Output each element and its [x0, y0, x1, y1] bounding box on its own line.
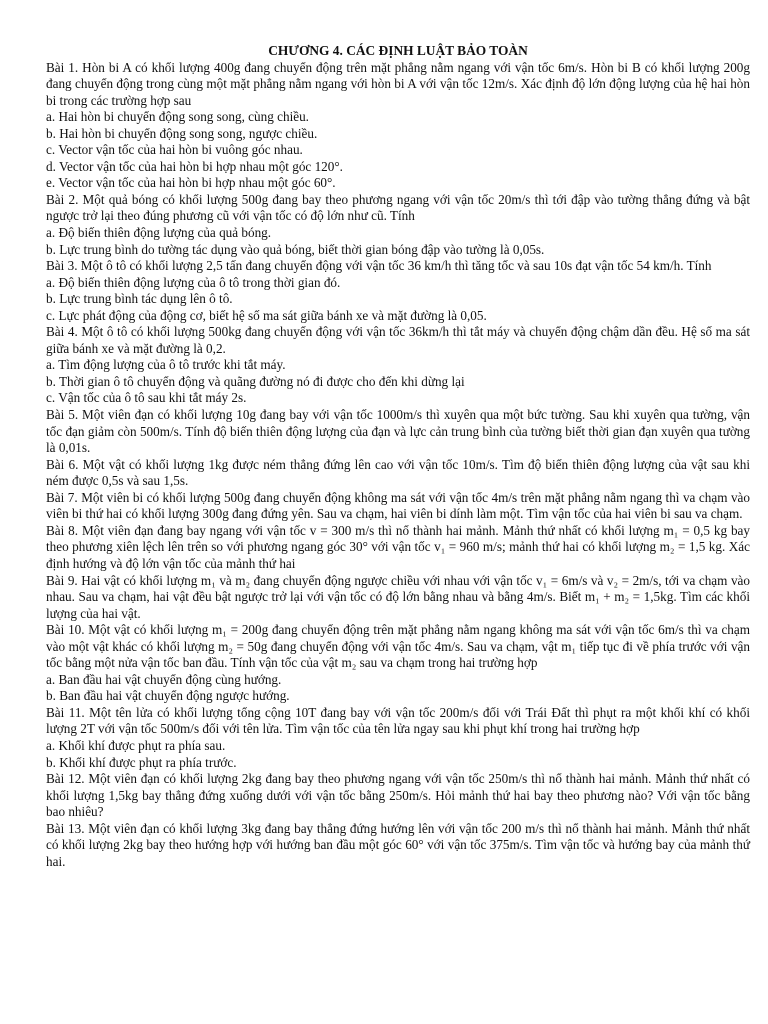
exercise-paragraph: Bài 2. Một quả bóng có khối lượng 500g đang bay theo phương ngang với vận tốc 20m/s thì tới đập vào tường thẳng đứng và bật ngược trở lại theo đúng phương cũ với vận tốc có độ lớn như cũ. Tính — [46, 191, 750, 224]
sub-question: b. Khối khí được phụt ra phía trước. — [46, 754, 237, 770]
exercise-paragraph: Bài 6. Một vật có khối lượng 1kg được ném thẳng đứng lên cao với vận tốc 10m/s. Tìm độ biến thiên động lượng của vật sau khi ném được 0,5s và sau 1,5s. — [46, 456, 750, 489]
sub-question: a. Độ biến thiên động lượng của quả bóng. — [46, 225, 272, 241]
sub-question: a. Ban đầu hai vật chuyển động cùng hướng. — [46, 671, 282, 687]
exercise-paragraph: Bài 4. Một ô tô có khối lượng 500kg đang chuyển động với vận tốc 36km/h thì tắt máy và chuyển động chậm dần đều. Hệ số ma sát giữa bánh xe và mặt đường là 0,2. — [46, 324, 750, 356]
sub-question: a. Tìm động lượng của ô tô trước khi tắt máy. — [46, 357, 286, 373]
sub-question: b. Lực trung bình do tường tác dụng vào quả bóng, biết thời gian bóng đập vào tường là 0,05s. — [46, 241, 545, 257]
exercise-paragraph: Bài 13. Một viên đạn có khối lượng 3kg đang bay thẳng đứng hướng lên với vận tốc 200 m/s thì nổ thành hai mảnh. Mảnh thứ nhất có khối lượng 2kg bay theo hướng hợp với hướng ban đầu một góc 60° với vận tốc 375m/s. Tìm vận tốc và hướng bay của mảnh thứ hai. — [46, 820, 750, 869]
sub-question: c. Vận tốc của ô tô sau khi tắt máy 2s. — [46, 390, 247, 406]
sub-question: d. Vector vận tốc của hai hòn bi hợp nhau một góc 120°. — [46, 158, 343, 174]
sub-question: e. Vector vận tốc của hai hòn bi hợp nhau một góc 60°. — [46, 175, 336, 191]
sub-question: c. Vector vận tốc của hai hòn bi vuông góc nhau. — [46, 142, 303, 158]
sub-question: b. Hai hòn bi chuyển động song song, ngược chiều. — [46, 125, 318, 141]
exercise-paragraph: Bài 11. Một tên lửa có khối lượng tổng cộng 10T đang bay với vận tốc 200m/s đối với Trái Đất thì phụt ra một khối khí có khối lượng 2T với vận tốc 500m/s đối với tên lửa. Tìm vận tốc của tên lửa ngay sau khi phụt khí trong hai trường hợp — [46, 704, 750, 737]
sub-question: a. Hai hòn bi chuyển động song song, cùng chiều. — [46, 109, 309, 125]
exercise-paragraph: Bài 3. Một ô tô có khối lượng 2,5 tấn đang chuyển động với vận tốc 36 km/h thì tăng tốc và sau 10s đạt vận tốc 54 km/h. Tính — [46, 258, 712, 274]
exercise-paragraph: Bài 7. Một viên bi có khối lượng 500g đang chuyển động không ma sát với vận tốc 4m/s trên mặt phẳng nằm ngang thì va chạm vào viên bi thứ hai có khối lượng 300g đang đứng yên. Sau va chạm, hai viên bi dính làm một. Tìm vận tốc của hai viên bi sau va chạm. — [46, 489, 750, 522]
document-title: CHƯƠNG 4. CÁC ĐỊNH LUẬT BẢO TOÀN — [268, 43, 528, 58]
exercise-list — [46, 60, 750, 871]
sub-question: a. Độ biến thiên động lượng của ô tô trong thời gian đó. — [46, 274, 341, 290]
sub-question: c. Lực phát động của động cơ, biết hệ số ma sát giữa bánh xe và mặt đường là 0,05. — [46, 307, 487, 323]
exercise-paragraph: Bài 8. Một viên đạn đang bay ngang với vận tốc v = 300 m/s thì nổ thành hai mảnh. Mảnh thứ nhất có khối lượng m₁ = 0,5 kg bay theo phương xiên lệch lên trên so với phương ngang góc 30° với vận tốc v₁ = 960 m/s; mảnh thứ hai có khối lượng m₂ = 1,5 kg. Xác định hướng và độ lớn vận tốc của mảnh thứ hai — [46, 522, 750, 571]
exercise-paragraph: Bài 5. Một viên đạn có khối lượng 10g đang bay với vận tốc 1000m/s thì xuyên qua một bức tường. Sau khi xuyên qua tường, vận tốc đạn giảm còn 500m/s. Tính độ biến thiên động lượng của đạn và lực cản trung bình của tường biết thời gian đạn xuyên qua tường là 0,01s. — [46, 407, 750, 456]
exercise-paragraph: Bài 12. Một viên đạn có khối lượng 2kg đang bay theo phương ngang với vận tốc 250m/s thì nổ thành hai mảnh. Mảnh thứ nhất có khối lượng 1,5kg bay thẳng đứng xuống dưới với vận tốc bằng 250m/s. Hỏi mảnh thứ hai bay theo phương nào? Với vận tốc bằng bao nhiêu? — [46, 771, 750, 820]
sub-question: b. Ban đầu hai vật chuyển động ngược hướng. — [46, 688, 290, 704]
exercise-paragraph: Bài 9. Hai vật có khối lượng m₁ và m₂ đang chuyển động ngược chiều với nhau với vận tốc v₁ = 6m/s và v₂ = 2m/s, tới va chạm vào nhau. Sau va chạm, hai vật đều bật ngược trở lại với vận tốc có độ lớn bằng nhau và bằng 4m/s. Biết m₁ + m₂ = 1,5kg. Tìm các khối lượng của hai vật. — [46, 572, 750, 621]
exercise-paragraph: Bài 1. Hòn bi A có khối lượng 400g đang chuyển động trên mặt phẳng nằm ngang với vận tốc 6m/s. Hòn bi B có khối lượng 200g đang chuyển động trong cùng một mặt phẳng nằm ngang với hòn bi A với vận tốc 12m/s. Xác định độ lớn động lượng của hệ hai hòn bi trong các trường hợp sau — [46, 59, 750, 108]
sub-question: b. Thời gian ô tô chuyển động và quãng đường nó đi được cho đến khi dừng lại — [46, 373, 465, 389]
sub-question: a. Khối khí được phụt ra phía sau. — [46, 737, 226, 753]
sub-question: b. Lực trung bình tác dụng lên ô tô. — [46, 291, 233, 307]
exercise-paragraph: Bài 10. Một vật có khối lượng m₁ = 200g đang chuyển động trên mặt phẳng nằm ngang không ma sát với vận tốc 6m/s thì va chạm vào một vật khác có khối lượng m₂ = 50g đang chuyển động với vận tốc 4m/s. Sau va chạm, vật m₁ tiếp tục đi về phía trước với vận tốc bằng một nửa vận tốc ban đầu. Tính vận tốc của vật m₂ sau va chạm trong hai trường hợp — [46, 622, 750, 671]
